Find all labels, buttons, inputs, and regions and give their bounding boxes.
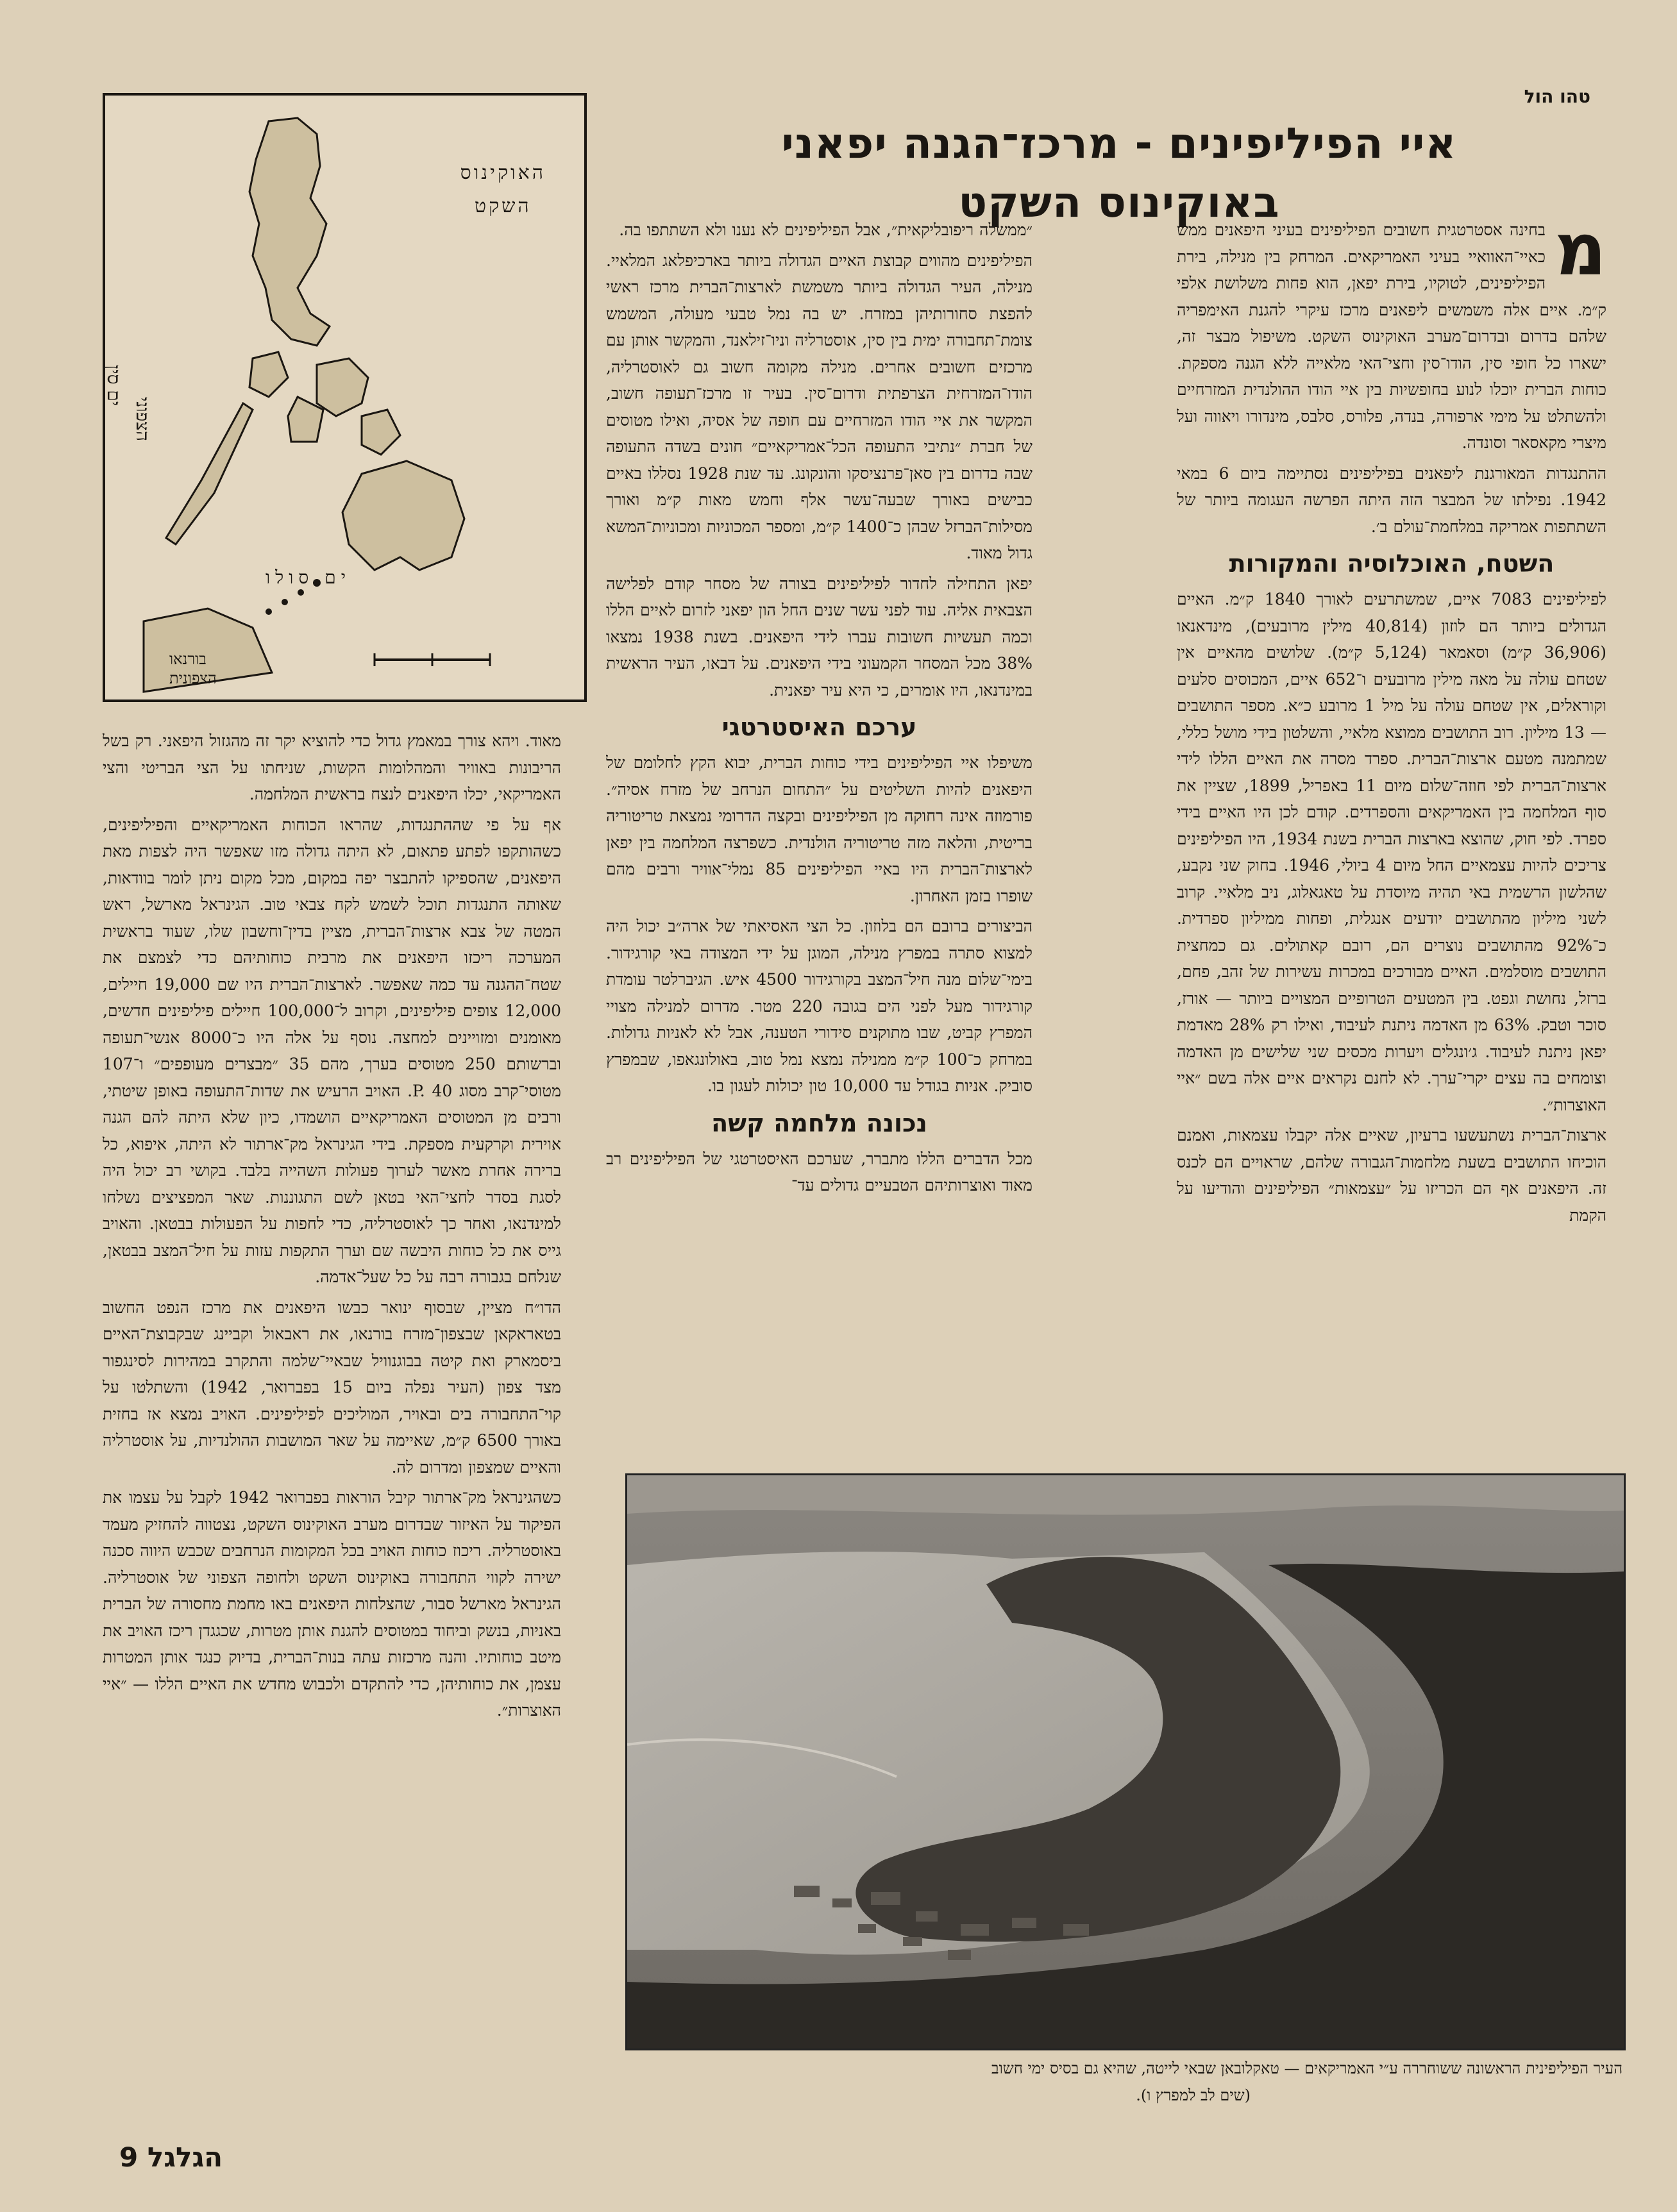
paragraph: הביצורים ברובם הם בלוזון. כל הצי האסיאתי של ארה״ב יכול היה למצוא סתרה במפרץ מנילה, המוגן על ידי המצודה באי קורגידור. בימי־שלום מנה חיל־המצב בקורגידור 4500 איש. הגיברלטר עומדת קורגידור מעל לפני הים בגובה 220 מטר. מדרום למנילה מצויי המפרץ קביט, שבו מתוקנים סידורי הטענה, אבל לא לאניות גדולות. במרחק כ־100 ק״מ ממנילה נמצא נמל טוב, באולונגאפו, שבמפרץ סוביק. אניות בגודל עד 10,000 טון יכולות לעגון בו. xyxy=(606,917,1032,1095)
section-heading: השטח, האוכלוסיה והמקורות xyxy=(1229,549,1555,578)
caption-line-2: (שים לב למפרץ ו). xyxy=(1136,2086,1251,2104)
photo-caption xyxy=(628,2055,1622,2109)
paragraph: אף על פי שההתנגדות, שהראו הכוחות האמריקאיים והפיליפינים, כשהותקפו לפתע פתאום, לא היתה גדולה מזו שאפשר היה לצפות מאת היפאנים, שהספיקו להתבצר יפה במקום, מכל מקום ניתן לומר בוודאות, שאותה התנגדות תוכל לשמש לקח צבאי טוב. הגינראל מארשל, ראש המטה של צבא ארצות־הברית, מציין בדין־וחשבון שלו, שעוד בראשית המערכה ריכזו היפאנים את מרבית כוחותיהם כדי לצמצם את שטח־ההגנה עד כמה שאפשר. לארצות־הברית היו שם 19,000 חיילים, 12,000 צופים פיליפינים, וקרוב ל־100,000 חיילים פיליפינים חדשים, מאומנים ומזויינים למחצה. נוסף על אלה היו כ־8000 אנשי־תעופה וברשותם 250 מטוסים בערך, מהם 35 ״מבצרים מעופפים״ ו־107 מטוסי־קרב מסוג P. 40. האויב הרעיש את שדות־התעופה באופן שיטתי, ורבים מן המטוסים האמריקאיים הושמדו, כיון שלא היתה להם הגנה אוירית וקרקעית מספקת. בידי הגינראל מק־ארתור לא היתה, איפוא, כל ברירה אחרת מאשר לערוך פעולות השהייה בלבד. בקושי רב יכול היה לסגת בסדר לחצי־האי בטאן לשם התגוננות. שאר המפציצים נשלחו למינדנאו, ואחר כך לאוסטרליה, כדי לחפות על הפעולות בבטאן. והאויב גייס את כל כוחות היבשה שם וערך התקפות עזות על חיל־המצב בבטאן, שנלחם בגבורה רבה על כל שעל־אדמה. xyxy=(103,815,561,1286)
map-label-borneo: בורנאו xyxy=(169,650,206,668)
philippines-map xyxy=(103,93,587,702)
right-column xyxy=(1177,217,1606,1448)
paragraph: יפאן התחילה לחדור לפיליפינים בצורה של מסחר קודם לפלישה הצבאית אליה. עוד לפני עשר שנים החל הון יפאני לזרום לאיים הללו וכמה תעשיות חשובות עברו לידי היפאנים. בשנת 1938 נמצאו 38% מכל המסחר הקמעוני בידי היפאנים. על דבאו, העיר הראשית במינדנאו, היו אומרים, כי היא עיר יפאנית. xyxy=(606,574,1032,700)
paragraph: מאוד. ויהא צורך במאמץ גדול כדי להוציא יקר זה מהגזול היפאני. רק בשל הריבונות באוויר והמהלומות הקשות, שניחתו על הצי הבריטי והצי האמריקאי, יכלו היפאנים לנצח בראשית המלחמה. xyxy=(103,732,561,803)
section-heading: נכונה מלחמה קשה xyxy=(711,1109,927,1137)
page-number: 9 xyxy=(119,2141,139,2173)
article-title xyxy=(609,114,1629,232)
magazine-name: הגלגל xyxy=(147,2141,223,2173)
map-label-china-sea: ים סין xyxy=(103,365,124,406)
map-label-north-borneo: הצפונית xyxy=(169,669,217,687)
title-line-1: איי הפיליפינים - מרכז־הגנה יפאני xyxy=(781,119,1457,168)
map-label-north: הצפוני xyxy=(132,397,153,442)
aerial-photo-image xyxy=(627,1475,1624,2049)
map-label-sulu-sea: ים סולו xyxy=(265,567,351,588)
aerial-photo-tacloban xyxy=(625,1473,1626,2050)
drop-cap: מ xyxy=(1554,217,1606,292)
page-footer xyxy=(109,2141,223,2173)
caption-line-1: העיר הפיליפינית הראשונה ששוחררה ע״י האמריקאים — טאקלובאן שבאי לייטה, שהיא גם בסיס ימי חשוב xyxy=(991,2059,1622,2077)
paragraph: הדו״ח מציין, שבסוף ינואר כבשו היפאנים את מרכז הנפט החשוב בטאראקאן שבצפון־מזרח בורנאו, את ראבאול וקביינג שבקבוצת־האיים ביסמארק ואת קיטה בבוגנוויל שבאיי־שלמה והתקרב במהירות לסינגפור מצד צפון (העיר נפלה ביום 15 בפברואר, 1942) והשתלטו על קוי־התחבורה בים ובאויר, המוליכים לפיליפינים. האויב נמצא אז בחזית באורך 6500 ק״מ, שאיימה על שאר המושבות ההולנדיות, על אוסטרליה והאיים שמצפון ומדרום לה. xyxy=(103,1298,561,1477)
author-name: טהו הול xyxy=(1524,86,1590,107)
paragraph: מכל הדברים הללו מתברר, שערכם האיסטרטגי של הפיליפינים רב מאוד ואוצרותיהם הטבעיים גדולים עד־ xyxy=(606,1149,1032,1194)
paragraph: ״ממשלה ריפובליקאית״, אבל הפיליפינים לא נענו ולא השתתפו בה. xyxy=(619,221,1032,239)
map-label-pacific: האוקינוס השקט xyxy=(460,162,546,217)
section-heading: ערכם האיסטרטגי xyxy=(721,713,917,741)
paragraph: כשהגינראל מק־ארתור קיבל הוראות בפברואר 1942 לקבל על עצמו את הפיקוד על האיזור שבדרום מערב האוקינוס השקט, נצטווה להחזיק מעמד באוסטרליה. ריכוז כוחות האויב בכל המקומות הנרחבים שכבש היווה סכנה ישירה לקווי התחבורה באוקינוס השקט ולחופה הצפוני של אוסטרליה. הגינראל מארשל סבור, שהצלחות היפאנים באו מחמת מחסורה של הברית באניות, בנשק וביחוד במטוסים להגנת אותן מטרות, שכגגדן ריכז האויב את מיטב כוחותיו. והנה מרכזות עתה בנות־הברית, בדיוק כנגד אותן המטרות עצמן, את כוחותיהן, כדי להתקדם ולכבוש מחדש את האיים הללו — ״איי האוצרות״. xyxy=(103,1488,561,1720)
paragraph: בחינה אסטרטגית חשובים הפיליפינים בעיני היפאנים ממש כאיי־האוואיי בעיני האמריקאים. המרחק בין מנילה, בירת הפיליפינים, לטוקיו, בירת יפאן, הוא פחות משלושת אלפי ק״מ. איים אלה משמשים ליפאנים מרכז עיקרי להגנת האימפריה שלהם בדרום ובדרום־מערב האוקינוס השקט. משיפול מבצר זה, ישארו כל חופי סין, הודו־סין וחצי־האי מלאייה ללא הגנה מספקת. כוחות הברית יוכלו לנוע בחופשיות בין איי הודו ההולנדית המזרחיים ולהשתלט על מימי ארפורה, בנדה, פלורס, סלבס, מינדורו ויאווה ועל מיצרי מקאסאר וסונדה. xyxy=(1177,221,1606,452)
title-line-2: באוקינוס השקט xyxy=(958,178,1280,227)
middle-column xyxy=(606,217,1032,1448)
paragraph: הפיליפינים מהווים קבוצת האיים הגדולה ביותר בארכיפלאג המלאיי. מנילה, העיר הגדולה ביותר משמשת לארצות־הברית מרכז ראשי להפצת סחורותיהן במזרח. יש בה נמל טבעי מעולה, המשמש צומת־תחבורה ימית בין סין, אוסטרליה וניו־זילאנד, והמקשר אותן עם מרכזים חשובים אחרים. מנילה מקומה חשוב גם לאוסטרליה, הודו־המזרחית הצרפתית ודרום־סין. בעיר זו מרכז־תעופה חשוב, המקשר את איי הודו המזרחיים עם חופה של אסיה, ואילו מטוסים של חברת ״נתיבי התעופה הכל־אמריקאיים״ חונים בשדה התעופה שבה בדרום בין סאן־פרנציסקו והונקונג. עד שנת 1928 נסללו באיים כבישים באורך שבעה־עשר אלף וחמש מאות ק״מ ואורך מסילות־הברזל שבהן כ־1400 ק״מ, ומספר המכוניות ומכוניות־המשא גדול מאוד. xyxy=(606,251,1032,562)
paragraph: משיפלו איי הפיליפינים בידי כוחות הברית, יבוא הקץ לחלומם של היפאנים להיות השליטים על ״התחום הנרחב של מזרח אסיה״. פורמוזה אינה רחוקה מן הפיליפינים ובקצה הדרומי נמצאת טריטוריה בריטית, והלאה מזה טריטוריה הולנדית. כשפרצה המלחמה בין יפאן לארצות־הברית היו באיי הפיליפינים 85 נמלי־אוויר ורבים מהם שופרו בזמן האחרון. xyxy=(606,753,1032,905)
paragraph: ההתנגדות המאורגנת ליפאנים בפיליפינים נסתיימה ביום 6 במאי 1942. נפילתו של המבצר הזה היתה הפרשה העגומה ביותר של השתתפות אמריקה במלחמת־עולם ב׳. xyxy=(1177,464,1606,536)
paragraph: לפיליפינים 7083 איים, שמשתרעים לאורך 1840 ק״מ. האיים הגדולים ביותר הם לוזון (40,814 מילין מרובעים), מינדאנאו (36,906 ק״מ) וסאמאר (5,124 ק״מ). שלושים מהאיים אין שטחם עולה על מאה מילין מרובעים ו־652 איים, המכוסים סלעים וקוראלים, אין שטחם עולה על מיל 1 מרובע כ״א. מספר התושבים — 13 מיליון. רוב התושבים ממוצא מלאיי, והשלטון בידי מושל כללי, שמתמנה מטעם ארצות־הברית. ספרד מסרה את האיים הללו לידי ארצות־הברית לפי חוזה־שלום מיום 11 באפריל, 1899, שציין את סוף המלחמה בין האמריקאים והספרדים. קודם לכן היו האיים בידי ספרד. לפי חוק, שהוצא בארצות הברית בשנת 1934, היו הפיליפינים צריכים להיות עצמאיים החל מיום 4 ביולי, 1946. בחוק שני נקבע, שהלשון הרשמית באי תהיה מיוסדת על טאגאלוג, ניב מלאיי. קרוב לשני מיליון מהתושבים יודעים אנגלית, ופחות ממיליון ספרדית. כ־92% מהתושבים נוצרים הם, רובם קאתולים. גם כמחצית התושבים מוסלמים. האיים מבורכים במכרות עשירות של זהב, פחם, ברזל, נחושת וגפט. בין המטעים הטרופיים המצויים ביותר — אורז, סוכר וטבק. 63% מן האדמה ניתנת לעיבוד, ואילו רק 28% מאדמת יפאן ניתנת לעיבוד. ג׳ונגלים ויערות מכסים שני שלישים מן האדמה וצומחים בה עצים יקרי־ערך. לא לחנם נקראים איים אלה בשם ״איי האוצרות״. xyxy=(1177,590,1606,1114)
left-column xyxy=(103,728,561,2138)
paragraph: ארצות־הברית נשתעשעו ברעיון, שאיים אלה יקבלו עצמאות, ואמנם הוכיחו התושבים בשעת מלחמות־הגבורה שלהם, שראויים הם לכנס זה. היפאנים אף הם הכריזו על ״עצמאות״ הפיליפינים והודיעו על הקמת xyxy=(1177,1126,1606,1225)
